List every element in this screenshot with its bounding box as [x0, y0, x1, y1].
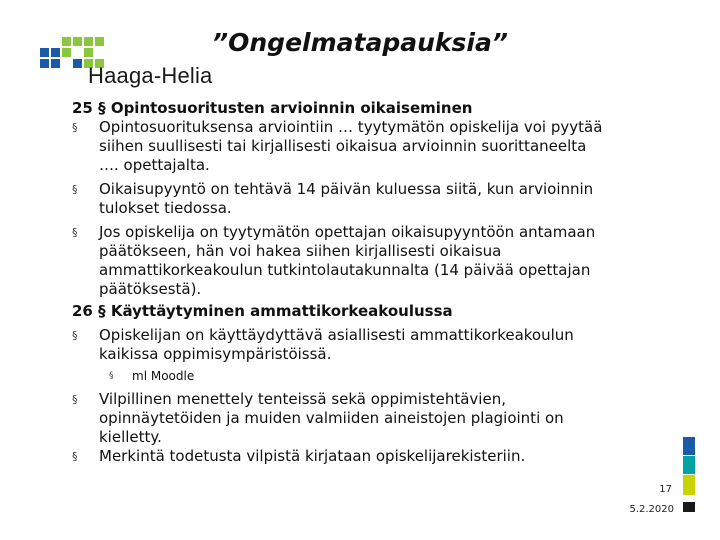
list-item-line: kaikissa oppimisympäristöissä. [99, 345, 332, 363]
slide-title: ”Ongelmatapauksia” [212, 28, 508, 57]
side-bar-lime [683, 475, 695, 495]
side-bar-teal [683, 456, 695, 474]
bullet-icon: § [72, 121, 78, 134]
side-bar-blue [683, 437, 695, 455]
list-item [72, 118, 637, 175]
list-item-line: ammattikorkeakoulun tutkintolautakunnalta (14 päivää opettajan [99, 261, 591, 279]
list-item [72, 326, 637, 364]
list-item-line: siihen suullisesti tai kirjallisesti oikaisua arvioinnin suorittaneelta [99, 137, 587, 155]
bullet-icon: § [72, 450, 78, 463]
bullet-icon: § [72, 226, 78, 239]
list-item-line: Merkintä todetusta vilpistä kirjataan opiskelijarekisteriin. [99, 447, 526, 465]
list-item-line: Opintosuorituksensa arviointiin … tyytymätön opiskelija voi pyytää [99, 118, 603, 136]
page-number: 17 [659, 484, 672, 495]
list-item [72, 390, 637, 447]
logo-text: Haaga-Helia [88, 63, 213, 88]
list-item-line: tulokset tiedossa. [99, 199, 232, 217]
list-item-line: päätökseen, hän voi hakea siihen kirjallisesti oikaisua [99, 242, 502, 260]
bullet-icon: § [109, 371, 114, 381]
list-item-line: päätöksestä). [99, 280, 202, 298]
list-item [72, 180, 637, 218]
list-item-line: kielletty. [99, 428, 162, 446]
list-item [72, 447, 637, 466]
side-bar-dark [683, 502, 695, 512]
bullet-icon: § [72, 329, 78, 342]
list-item [72, 223, 637, 299]
list-item-line: Jos opiskelija on tyytymätön opettajan oikaisupyyntöön antamaan [99, 223, 596, 241]
list-item-line: opinnäytetöiden ja muiden valmiiden aineistojen plagiointi on [99, 409, 564, 427]
sub-list-item-text: ml Moodle [132, 369, 195, 383]
list-item-line: Vilpillinen menettely tenteissä sekä oppimistehtävien, [99, 390, 506, 408]
bullet-icon: § [72, 183, 78, 196]
section-heading-26: 26 § Käyttäytyminen ammattikorkeakoulussa [72, 302, 453, 320]
list-item-line: Oikaisupyyntö on tehtävä 14 päivän kuluessa siitä, kun arvioinnin [99, 180, 594, 198]
list-item-line: …. opettajalta. [99, 156, 210, 174]
slide-content [72, 98, 637, 466]
section-heading-25: 25 § Opintosuoritusten arvioinnin oikaiseminen [72, 99, 473, 117]
bullet-icon: § [72, 393, 78, 406]
slide-date: 5.2.2020 [629, 504, 674, 515]
sub-list-item [72, 368, 637, 384]
list-item-line: Opiskelijan on käyttäydyttävä asiallisesti ammattikorkeakoulun [99, 326, 574, 344]
